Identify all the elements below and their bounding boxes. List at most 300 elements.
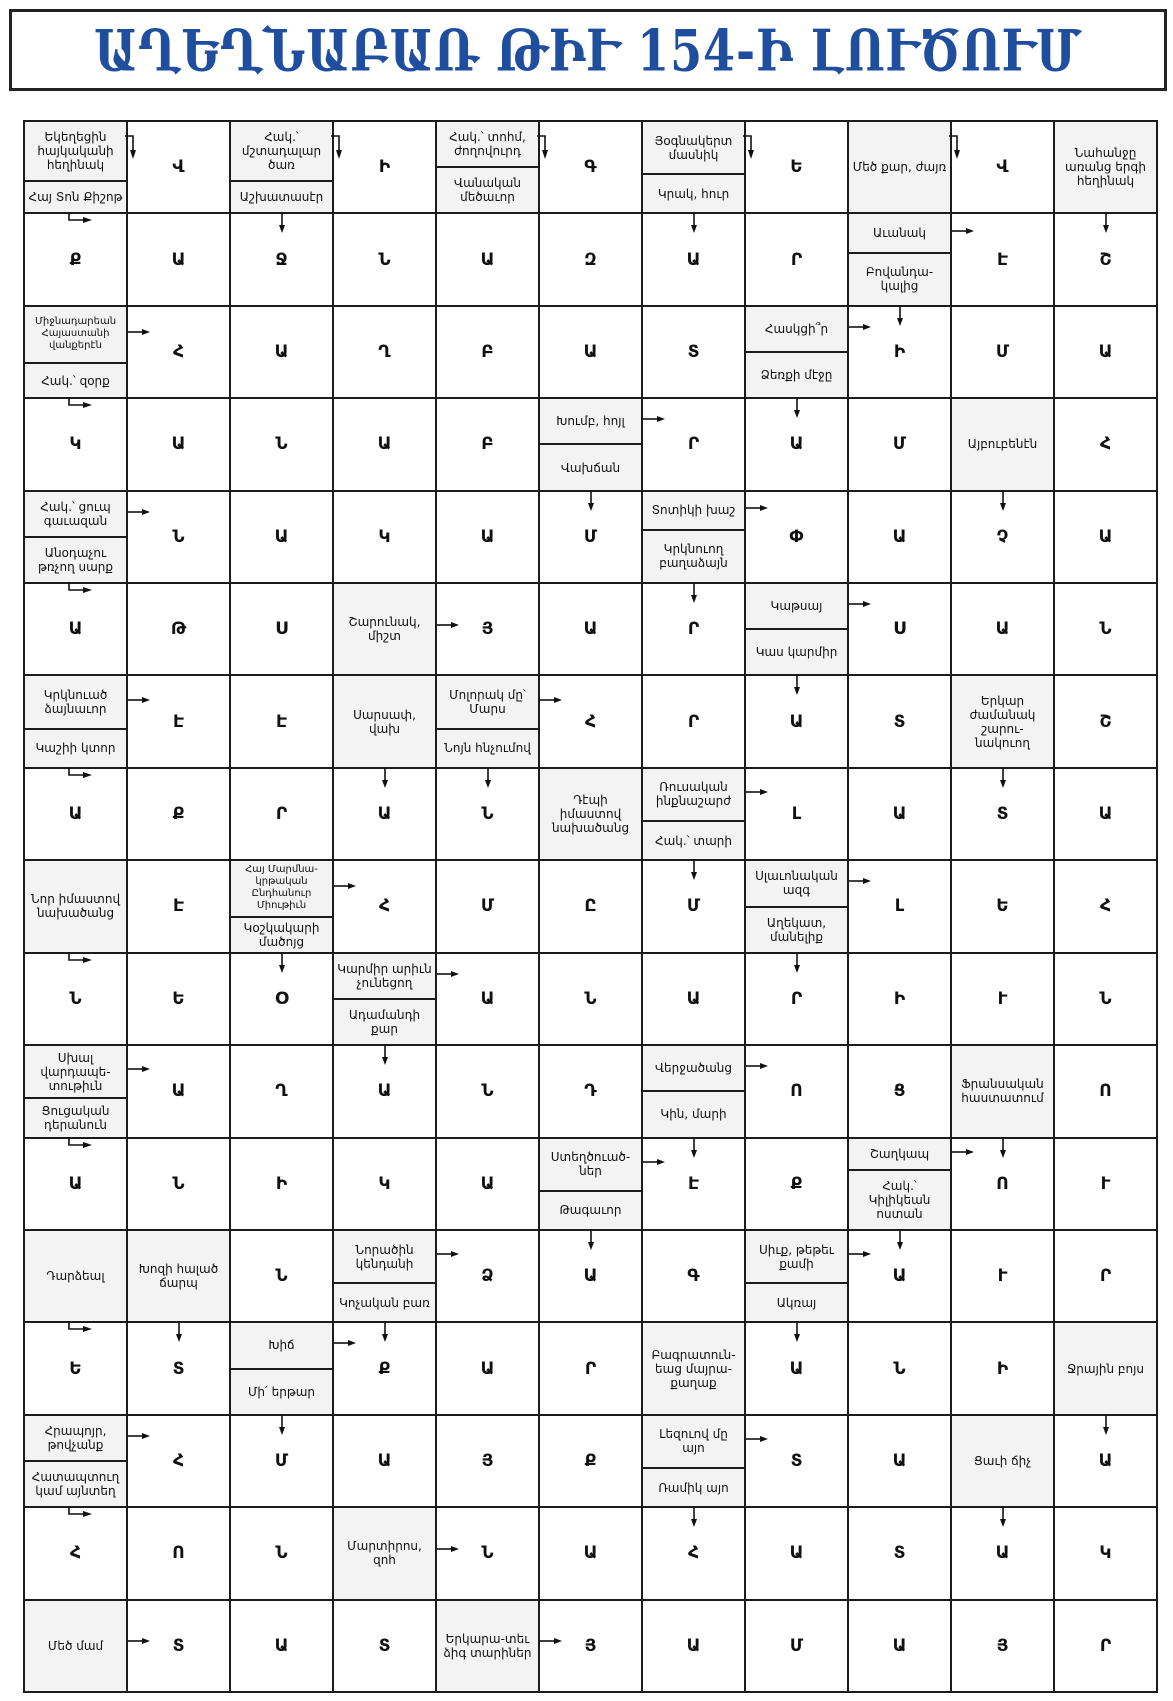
clue-text: Դէպի իմաստով նախածանց: [551, 793, 630, 836]
clue-cell: [334, 1508, 435, 1598]
clue-cell: [25, 307, 126, 397]
letter-cell: [334, 1416, 435, 1506]
letter-cell: [231, 676, 332, 766]
letter-cell: [952, 1601, 1053, 1691]
answer-letter: Մ: [686, 896, 701, 917]
letter-cell: [540, 584, 641, 674]
letter-cell: [231, 492, 332, 582]
clue-bottom: [25, 1460, 126, 1506]
answer-letter: Ա: [892, 1450, 907, 1471]
arrow-down-icon: [690, 1138, 698, 1158]
arrow-down-icon: [690, 583, 698, 603]
arrow-down-icon: [896, 306, 904, 326]
clue: [540, 769, 641, 859]
letter-cell: [437, 1231, 538, 1321]
arrow-right-icon: [128, 1637, 150, 1645]
clue-top: [849, 214, 950, 251]
clue-top: [746, 307, 847, 351]
clue-text: Երկարա-տեւ ձիգ տարիներ: [443, 1631, 532, 1660]
answer-letter: Տ: [790, 1450, 803, 1471]
arrow-right-icon: [643, 415, 665, 423]
clue-bottom: [746, 351, 847, 397]
clue: [25, 1601, 126, 1691]
clue-top: [334, 1231, 435, 1282]
clue-cell: [746, 1231, 847, 1321]
clue-cell: [128, 1231, 229, 1321]
arrow-down-icon: [690, 860, 698, 880]
clue-text: Անօդաչու թռչող սարք: [37, 545, 114, 574]
clue-cell: [231, 122, 332, 212]
clue-text: Ձեռքի մէջը: [760, 368, 833, 383]
answer-letter: Ն: [378, 249, 391, 270]
arrow-right-icon: [437, 1545, 459, 1553]
clue-text: Կոչական բառ: [339, 1295, 430, 1310]
clue: [952, 676, 1053, 766]
letter-cell: [540, 861, 641, 951]
clue-text: Կրկնուած ձայնաւոր: [43, 688, 108, 717]
answer-letter: Գ: [687, 1266, 700, 1287]
clue-top: [643, 1046, 744, 1090]
answer-letter: Ա: [171, 1081, 186, 1102]
clue-text: Կօշկակարի մածոյց: [243, 920, 320, 949]
clue-cell: [643, 122, 744, 212]
answer-letter: Ր: [584, 1358, 597, 1379]
letter-cell: [437, 399, 538, 489]
arrow-down-icon: [1102, 213, 1110, 233]
clue-text: Մարտիրոս, զոհ: [347, 1539, 422, 1568]
letter-cell: [540, 1416, 641, 1506]
clue-cell: [540, 769, 641, 859]
clue-bottom: [849, 1169, 950, 1229]
clue: [334, 1508, 435, 1598]
clue-bottom: [643, 173, 744, 212]
answer-letter: Բ: [481, 434, 494, 455]
answer-letter: Ք: [378, 1358, 391, 1379]
clue-text: Երկար ժամանակ շարու-նակուող: [969, 693, 1036, 750]
letter-cell: [849, 1323, 950, 1413]
answer-letter: Է: [172, 711, 185, 732]
clue-bottom: [643, 820, 744, 859]
letter-cell: [952, 307, 1053, 397]
clue-bottom: [231, 916, 332, 952]
clue-text: Հրապոյր, թովչանք: [44, 1423, 107, 1452]
arrow-down-icon: [999, 1507, 1007, 1527]
answer-letter: Շ: [1099, 711, 1112, 732]
arrow-right-icon: [746, 1435, 768, 1443]
answer-letter: Ր: [790, 988, 803, 1009]
answer-letter: Է: [275, 711, 288, 732]
letter-cell: [952, 584, 1053, 674]
letter-cell: [1055, 399, 1156, 489]
clue-cell: [849, 214, 950, 304]
letter-cell: [334, 399, 435, 489]
clue-cell: [643, 1323, 744, 1413]
clue-text: Կարմիր արիւն չունեցող: [337, 961, 432, 990]
letter-cell: [849, 1508, 950, 1598]
clue-bottom: [25, 536, 126, 582]
letter-cell: [25, 1139, 126, 1229]
answer-letter: Տ: [172, 1358, 185, 1379]
clue-cell: [334, 1231, 435, 1321]
clue-text: Աշխատասէր: [239, 190, 324, 205]
answer-letter: Վ: [172, 157, 185, 178]
answer-letter: Տ: [378, 1635, 391, 1656]
answer-letter: Է: [172, 896, 185, 917]
answer-letter: Ն: [584, 988, 597, 1009]
answer-letter: Ր: [687, 434, 700, 455]
letter-cell: [128, 676, 229, 766]
answer-letter: Հ: [687, 1543, 700, 1564]
answer-letter: Ա: [892, 526, 907, 547]
clue-text: Հայ Տոն Քիշոթ: [28, 190, 123, 205]
clue-cell: [952, 676, 1053, 766]
clue: [25, 861, 126, 951]
clue-text: Եկեղեցին հայկականի հեղինակ: [37, 130, 114, 173]
letter-cell: [643, 307, 744, 397]
answer-letter: Ն: [275, 1543, 288, 1564]
answer-letter: Ք: [69, 249, 82, 270]
letter-cell: [746, 769, 847, 859]
clue: [643, 1323, 744, 1413]
answer-letter: Հ: [69, 1543, 82, 1564]
clue-text: Կրկնուող բաղաձայն: [659, 542, 728, 571]
arrow-right-icon: [437, 970, 459, 978]
letter-cell: [643, 954, 744, 1044]
answer-letter: Ն: [481, 1543, 494, 1564]
answer-letter: Տ: [996, 804, 1009, 825]
arrow-right-then-down-icon: [743, 134, 759, 160]
clue: [849, 122, 950, 212]
answer-letter: Ք: [790, 1173, 803, 1194]
clue-cell: [643, 1416, 744, 1506]
clue-top: [231, 861, 332, 915]
clue-text: Հակ.՝ տարի: [655, 833, 732, 848]
clue-cell: [952, 1416, 1053, 1506]
clue-text: Հակ.՝ զօրք: [41, 373, 110, 388]
answer-letter: Ա: [583, 1266, 598, 1287]
clue-text: Ադամանդի քար: [348, 1008, 421, 1036]
clue-text: Նոր իմաստով նախածանց: [30, 892, 121, 921]
clue-cell: [25, 122, 126, 212]
letter-cell: [1055, 1508, 1156, 1598]
letter-cell: [437, 584, 538, 674]
arrow-right-icon: [849, 1250, 871, 1258]
clue: [128, 1231, 229, 1321]
arrow-right-icon: [128, 508, 150, 516]
clue-cell: [540, 399, 641, 489]
clue: [334, 676, 435, 766]
answer-letter: Ր: [275, 804, 288, 825]
clue-cell: [25, 1601, 126, 1691]
clue-text: Ստեղծուած-ներ: [550, 1150, 631, 1179]
answer-letter: Ր: [1099, 1266, 1112, 1287]
clue-text: Տոտիկի խաշ: [651, 503, 736, 518]
arrow-right-icon: [952, 1148, 974, 1156]
answer-letter: Ա: [789, 434, 804, 455]
arrow-right-icon: [849, 600, 871, 608]
arrow-right-icon: [334, 1339, 356, 1347]
answer-letter: Ն: [481, 1081, 494, 1102]
clue: [437, 1601, 538, 1691]
answer-letter: Ա: [995, 1543, 1010, 1564]
letter-cell: [231, 1231, 332, 1321]
arrow-down-then-right-icon: [67, 1137, 93, 1151]
letter-cell: [25, 214, 126, 304]
answer-letter: Ք: [584, 1450, 597, 1471]
answer-letter: Ը: [584, 896, 597, 917]
clue-bottom: [746, 906, 847, 952]
arrow-right-icon: [849, 323, 871, 331]
clue-cell: [334, 584, 435, 674]
answer-letter: Ա: [686, 1635, 701, 1656]
arrow-down-icon: [278, 953, 286, 973]
answer-letter: Ա: [995, 619, 1010, 640]
letter-cell: [437, 861, 538, 951]
arrow-down-icon: [896, 1230, 904, 1250]
letter-cell: [849, 584, 950, 674]
answer-letter: Ո: [1099, 1081, 1112, 1102]
arrow-down-icon: [381, 1322, 389, 1342]
letter-cell: [1055, 1601, 1156, 1691]
arrow-down-icon: [587, 1230, 595, 1250]
letter-cell: [952, 122, 1053, 212]
answer-letter: Ր: [687, 619, 700, 640]
letter-cell: [128, 214, 229, 304]
clue-text: Վանական մեծաւոր: [454, 176, 521, 205]
clue-text: Կին, մարի: [660, 1107, 727, 1122]
clue-top: [849, 1139, 950, 1169]
answer-letter: Ա: [480, 249, 495, 270]
clue-bottom: [540, 1190, 641, 1229]
clue-top: [746, 584, 847, 628]
clue-cell: [1055, 1323, 1156, 1413]
clue-cell: [25, 1231, 126, 1321]
arrow-right-icon: [746, 1062, 768, 1070]
letter-cell: [128, 861, 229, 951]
clue-text: Նոյն հնչումով: [444, 741, 531, 756]
clue-text: Սիւք, թեթեւ քամի: [758, 1242, 834, 1271]
clue-text: Հասկցի՞ր: [764, 321, 829, 336]
clue: [1055, 1323, 1156, 1413]
letter-cell: [437, 954, 538, 1044]
answer-letter: Մ: [274, 1450, 289, 1471]
letter-cell: [849, 1046, 950, 1136]
answer-letter: Ս: [893, 619, 906, 640]
clue-text: Ռուսական ինքնաշարժ: [655, 780, 732, 809]
letter-cell: [540, 1046, 641, 1136]
clue-text: Վախճան: [560, 460, 621, 475]
clue-bottom: [25, 1097, 126, 1136]
answer-letter: Մ: [583, 526, 598, 547]
clue-cell: [437, 676, 538, 766]
letter-cell: [540, 122, 641, 212]
letter-cell: [128, 1416, 229, 1506]
answer-letter: Յ: [584, 1635, 597, 1656]
clue-bottom: [231, 1368, 332, 1414]
answer-letter: Մ: [480, 896, 495, 917]
clue-text: Շաղկապ: [869, 1146, 930, 1161]
letter-cell: [128, 954, 229, 1044]
clue-cell: [231, 861, 332, 951]
clue-top: [540, 399, 641, 443]
letter-cell: [540, 1508, 641, 1598]
letter-cell: [334, 861, 435, 951]
letter-cell: [128, 1139, 229, 1229]
clue: [1055, 122, 1156, 212]
arrow-down-icon: [587, 491, 595, 511]
letter-cell: [334, 307, 435, 397]
arrow-down-icon: [793, 1322, 801, 1342]
letter-cell: [437, 1139, 538, 1229]
clue-text: Խումբ, հոյլ: [556, 414, 625, 429]
arrow-right-icon: [643, 1158, 665, 1166]
clue-bottom: [25, 362, 126, 397]
letter-cell: [540, 214, 641, 304]
arrow-down-then-right-icon: [67, 767, 93, 781]
clue-text: Մեծ մամ: [47, 1638, 104, 1653]
arrow-down-icon: [999, 491, 1007, 511]
answer-letter: Ն: [1099, 619, 1112, 640]
arrow-down-then-right-icon: [67, 1506, 93, 1520]
arrow-right-then-down-icon: [537, 134, 553, 160]
arrow-down-icon: [793, 953, 801, 973]
letter-cell: [952, 1323, 1053, 1413]
answer-letter: Տ: [893, 711, 906, 732]
clue-top: [231, 122, 332, 180]
clue-bottom: [231, 180, 332, 212]
letter-cell: [437, 214, 538, 304]
clue-text: Հակ.՝ մշտադալար ծառ: [241, 130, 322, 173]
answer-letter: Ի: [893, 342, 906, 363]
answer-letter: Ա: [1098, 1450, 1113, 1471]
letter-cell: [849, 769, 950, 859]
clue-bottom: [334, 998, 435, 1044]
letter-cell: [540, 307, 641, 397]
clue-cell: [746, 307, 847, 397]
answer-letter: Հ: [584, 711, 597, 732]
answer-letter: Ա: [686, 988, 701, 1009]
answer-letter: Ո: [172, 1543, 185, 1564]
answer-letter: Ա: [892, 1635, 907, 1656]
letter-cell: [128, 399, 229, 489]
answer-letter: Ա: [377, 804, 392, 825]
letter-cell: [334, 214, 435, 304]
answer-letter: Ի: [996, 1358, 1009, 1379]
answer-letter: Ա: [1098, 342, 1113, 363]
answer-letter: Ջ: [275, 249, 288, 270]
letter-cell: [437, 1046, 538, 1136]
arrow-right-icon: [540, 696, 562, 704]
clue-text: Միջնադարեան Հայաստանի վանքերէն: [34, 316, 117, 352]
arrow-right-icon: [746, 504, 768, 512]
letter-cell: [746, 1416, 847, 1506]
answer-letter: Ո: [790, 1081, 803, 1102]
answer-letter: Ն: [172, 1173, 185, 1194]
answer-letter: Ա: [789, 1543, 804, 1564]
clue-top: [25, 307, 126, 362]
answer-letter: Փ: [789, 526, 804, 547]
clue-cell: [231, 1323, 332, 1413]
clue-bottom: [437, 166, 538, 212]
letter-cell: [231, 584, 332, 674]
clue-text: Հակ.՝ տոհմ, ժողովուրդ: [449, 130, 526, 159]
letter-cell: [849, 861, 950, 951]
answer-letter: Հ: [1099, 896, 1112, 917]
arrow-down-icon: [793, 675, 801, 695]
clue-text: Շարունակ, միշտ: [348, 615, 421, 644]
answer-letter: Հ: [172, 1450, 185, 1471]
arrow-down-icon: [278, 1415, 286, 1435]
clue-text: Կաս կարմիր: [755, 645, 838, 660]
clue-text: Ֆրանսական հաստատում: [961, 1077, 1044, 1106]
clue-text: Դարձեալ: [46, 1269, 105, 1284]
letter-cell: [128, 122, 229, 212]
clue-text: Մոլորակ մը՝ Մարս: [449, 688, 526, 717]
clue-cell: [437, 122, 538, 212]
clue-text: Ցաւի ճիչ: [973, 1453, 1032, 1468]
letter-cell: [25, 399, 126, 489]
arrow-down-icon: [999, 768, 1007, 788]
clue-cell: [437, 1601, 538, 1691]
clue-bottom: [25, 728, 126, 767]
answer-letter: Ա: [274, 342, 289, 363]
letter-cell: [849, 676, 950, 766]
letter-cell: [849, 1416, 950, 1506]
arrow-right-icon: [952, 227, 974, 235]
answer-letter: Ա: [686, 249, 701, 270]
answer-letter: Օ: [275, 988, 288, 1009]
clue-bottom: [643, 529, 744, 582]
letter-cell: [746, 214, 847, 304]
answer-letter: Տ: [893, 1543, 906, 1564]
clue-top: [437, 676, 538, 727]
answer-letter: Գ: [584, 157, 597, 178]
letter-cell: [746, 1046, 847, 1136]
answer-letter: Ա: [274, 526, 289, 547]
clue-bottom: [746, 1282, 847, 1321]
clue-top: [334, 954, 435, 998]
letter-cell: [1055, 307, 1156, 397]
clue-text: Կաթսայ: [770, 599, 823, 614]
answer-letter: Է: [687, 1173, 700, 1194]
answer-letter: Ւ: [997, 1266, 1008, 1287]
clue-cell: [25, 861, 126, 951]
clue-text: Ցուցական դերանուն: [41, 1103, 110, 1132]
arrow-down-icon: [175, 1322, 183, 1342]
arrow-down-then-right-icon: [67, 952, 93, 966]
clue-cell: [540, 1139, 641, 1229]
arrow-down-icon: [484, 768, 492, 788]
answer-letter: Ե: [996, 896, 1009, 917]
letter-cell: [231, 769, 332, 859]
letter-cell: [1055, 1139, 1156, 1229]
answer-letter: Ա: [583, 342, 598, 363]
arrow-down-then-right-icon: [67, 1321, 93, 1335]
answer-letter: Ո: [996, 1173, 1009, 1194]
arrow-right-then-down-icon: [331, 134, 347, 160]
letter-cell: [1055, 492, 1156, 582]
puzzle-title: ԱՂԵՂՆԱԲԱՌ ԹԻՒ 154-Ի ԼՈՒԾՈՒՄ: [94, 16, 1082, 84]
answer-letter: Չ: [996, 526, 1009, 547]
letter-cell: [1055, 584, 1156, 674]
answer-letter: Ն: [69, 988, 82, 1009]
answer-letter: Ա: [377, 1081, 392, 1102]
clue-top: [25, 1416, 126, 1460]
clue: [952, 1046, 1053, 1136]
clue-text: Կրակ, հուր: [657, 186, 730, 201]
clue-top: [231, 1323, 332, 1367]
arrow-right-icon: [334, 882, 356, 890]
